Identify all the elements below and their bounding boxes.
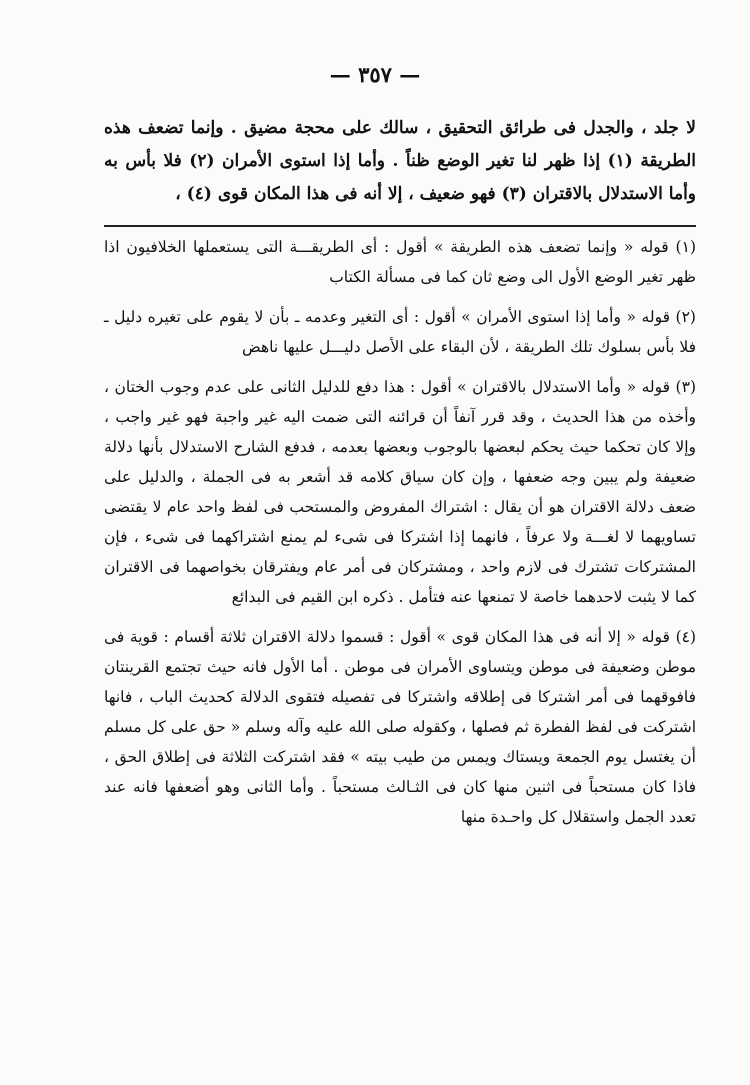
main-text (104, 112, 696, 211)
footnote-text: قوله « وأما إذا استوى الأمران » أقول : أى التغير وعدمه ـ بأن لا يقوم على تغيره دليل ـ فلا بأس بسلوك تلك الطريقة ، لأن البقاء على الأصل دليـــل عليها ناهض (104, 308, 696, 356)
footnotes (104, 232, 696, 842)
footnote-marker: (١) (675, 238, 696, 256)
footnote-separator (104, 225, 696, 227)
footnote-text: قوله « إلا أنه فى هذا المكان قوى » أقول : قسموا دلالة الاقتران ثلاثة أقسام : قوية فى موطن وضعيفة فى موطن ويتساوى الأمران فى موطن . أما الأول فانه حيث تجتمع القرينتان فافوقهما فى أمر اشتركا فى إطلاقه واشتركا فى تفصيله فتقوى الدلالة كحديث الباب ، فانها اشتركت فى لفظ الفطرة ثم فصلها ، وكقوله صلى الله عليه وآله وسلم « حق على كل مسلم أن يغتسل يوم الجمعة ويستاك ويمس من طيب بيته » فقد اشتركت الثلاثة فى إطلاق الحق ، فاذا كان مستحباً فى اثنين منها كان فى الثـالث مستحباً . وأما الثانى وهو أضعفها فانه عند تعدد الجمل واستقلال كل واحـدة منها (104, 628, 696, 826)
footnote-text: قوله « وإنما تضعف هذه الطريقة » أقول : أى الطريقـــة التى يستعملها الخلافيون اذا ظهر تغير الوضع الأول الى وضع ثان كما فى مسألة الكتاب (104, 238, 696, 286)
page-number: — ٣٥٧ — (329, 62, 421, 87)
footnote-text: قوله « وأما الاستدلال بالاقتران » أقول : هذا دفع للدليل الثانى على عدم وجوب الختان ، وأخذه من هذا الحديث ، وقد قرر آنفاً أن قرائنه التى ضمت اليه غير واجبة فهو غير واجب ، وإلا كان تحكما حيث يحكم لبعضها بالوجوب وبعضها بعدمه ، فدفع الشارح الاستدلال بأنها دلالة ضعيفة ولم يبين وجه ضعفها ، وإن كان سياق كلامه قد أشعر به فى الجملة ، والدليل على ضعف دلالة الاقتران هو أن يقال : اشتراك المفروض والمستحب فى لفظ واحد عام لا يقتضى تساويهما لا لغـــة ولا عرفاً ، فانهما إذا اشتركا فى شىء لم يمنع اشتراكهما فى شىء ، فإن المشتركات تشترك فى لازم واحد ، ومشتركان فى أمر عام ويفترقان بخواصهما فى الاقتران كما لا يثبت لاحدهما خاصة لا تمنعها عنه فتأمل . ذكره ابن القيم فى البدائع (104, 378, 696, 606)
footnote-marker: (٢) (675, 308, 696, 326)
footnote-marker: (٣) (675, 378, 696, 396)
footnote-2 (104, 302, 696, 362)
footnote-4 (104, 622, 696, 832)
main-paragraph: لا جلد ، والجدل فى طرائق التحقيق ، سالك على محجة مضيق . وإنما تضعف هذه الطريقة (١) إذا ظهر لنا تغير الوضع ظناً . وأما إذا استوى الأمران (٢) فلا بأس به وأما الاستدلال بالاقتران (٣) فهو ضعيف ، إلا أنه فى هذا المكان قوى (٤) ، (104, 118, 696, 204)
footnote-marker: (٤) (675, 628, 697, 646)
footnote-3 (104, 372, 696, 612)
footnote-1 (104, 232, 696, 292)
